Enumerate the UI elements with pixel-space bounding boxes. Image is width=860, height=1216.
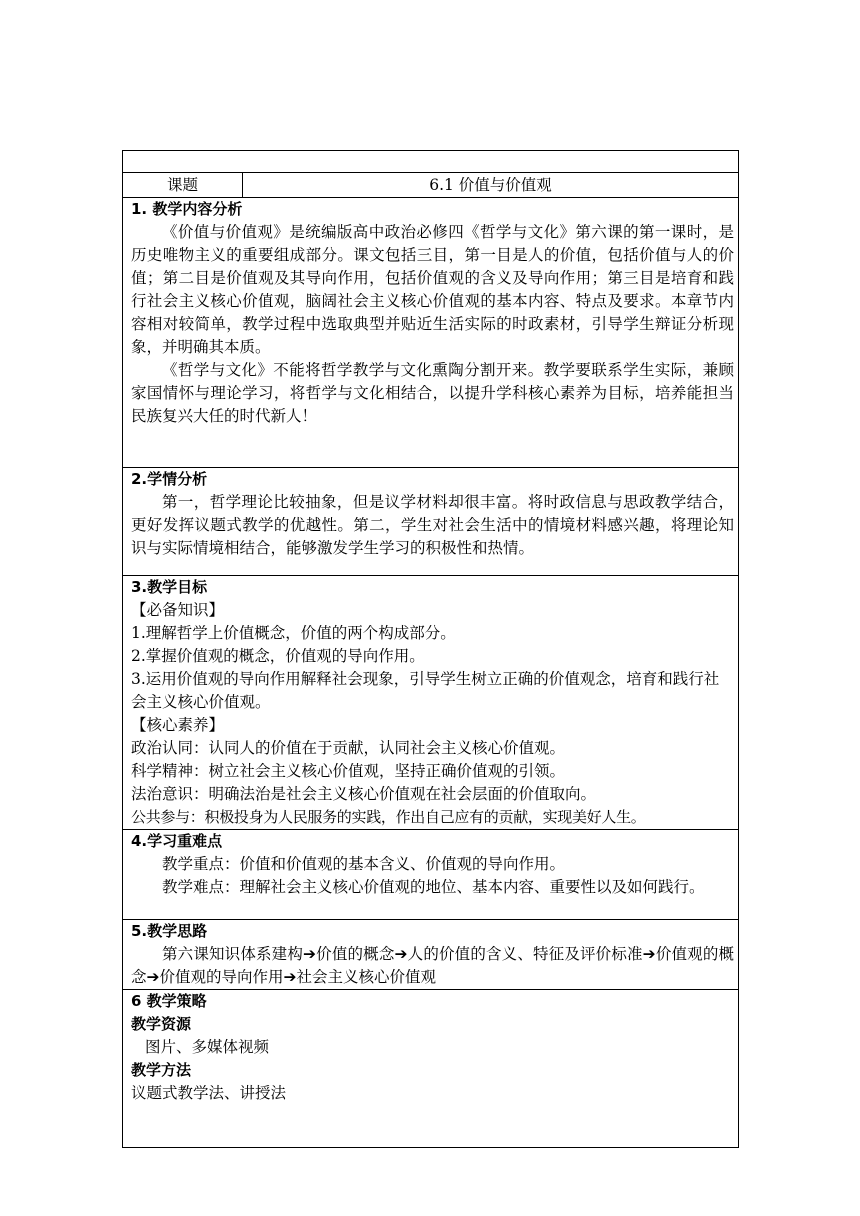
content-analysis-row	[123, 198, 739, 468]
objectives-cell	[123, 576, 739, 830]
lesson-label: 课题	[123, 173, 243, 198]
lesson-title-row	[123, 173, 739, 198]
knowledge-item-2: 2.掌握价值观的概念，价值观的导向作用。	[131, 647, 425, 665]
strategy-cell	[123, 990, 739, 1148]
content-analysis-heading: 1. 教学内容分析	[131, 200, 243, 218]
lesson-title: 6.1 价值与价值观	[243, 173, 739, 198]
table-header-blank-row	[123, 151, 739, 173]
teaching-difficulty: 教学难点：理解社会主义核心价值观的地位、基本内容、重要性以及如何践行。	[162, 878, 705, 896]
knowledge-label: 【必备知识】	[131, 601, 225, 619]
methods-label: 教学方法	[131, 1061, 192, 1079]
key-points-heading: 4.学习重难点	[131, 832, 223, 850]
content-analysis-cell	[123, 198, 739, 468]
literacy-item-3: 法治意识：明确法治是社会主义核心价值观在社会层面的价值取向。	[131, 785, 597, 803]
resources-text: 图片、多媒体视频	[145, 1038, 270, 1056]
learner-analysis-cell	[123, 468, 739, 576]
key-points-cell	[123, 830, 739, 920]
teaching-focus: 教学重点：价值和价值观的基本含义、价值观的导向作用。	[162, 855, 566, 873]
knowledge-item-3: 3.运用价值观的导向作用解释社会现象，引导学生树立正确的价值观念，培育和践行社会主义核心价值观。	[131, 670, 720, 711]
knowledge-item-1: 1.理解哲学上价值概念，价值的两个构成部分。	[131, 624, 456, 642]
teaching-idea-row	[123, 920, 739, 990]
literacy-item-1: 政治认同：认同人的价值在于贡献，认同社会主义核心价值观。	[131, 739, 566, 757]
strategy-row	[123, 990, 739, 1148]
literacy-item-4: 公共参与：积极投身为人民服务的实践，作出自己应有的贡献，实现美好人生。	[131, 808, 646, 826]
teaching-idea-cell	[123, 920, 739, 990]
objectives-row	[123, 576, 739, 830]
key-points-row	[123, 830, 739, 920]
teaching-idea-paragraph: 第六课知识体系建构➔价值的概念➔人的价值的含义、特征及评价标准➔价值观的概念➔价值观的导向作用➔社会主义核心价值观	[131, 945, 734, 986]
teaching-idea-heading: 5.教学思路	[131, 922, 208, 940]
strategy-heading: 6 教学策略	[131, 992, 207, 1010]
resources-label: 教学资源	[131, 1015, 192, 1033]
learner-analysis-heading: 2.学情分析	[131, 470, 208, 488]
lesson-plan-table	[122, 150, 739, 1148]
content-analysis-paragraph-1: 《价值与价值观》是统编版高中政治必修四《哲学与文化》第六课的第一课时，是历史唯物主义的重要组成部分。课文包括三目，第一目是人的价值，包括价值与人的价值；第二目是价值观及其导向作用，包括价值观的含义及导向作用；第三目是培育和践行社会主义核心价值观，脑阔社会主义核心价值观的基本内容、特点及要求。本章节内容相对较简单，教学过程中选取典型并贴近生活实际的时政素材，引导学生辩证分析现象，并明确其本质。	[131, 223, 734, 356]
learner-analysis-paragraph: 第一，哲学理论比较抽象，但是议学材料却很丰富。将时政信息与思政教学结合，更好发挥议题式教学的优越性。第二，学生对社会生活中的情境材料感兴趣，将理论知识与实际情境相结合，能够激发学生学习的积极性和热情。	[131, 493, 734, 557]
objectives-heading: 3.教学目标	[131, 578, 208, 596]
learner-analysis-row	[123, 468, 739, 576]
blank-cell	[123, 151, 739, 173]
literacy-label: 【核心素养】	[131, 716, 225, 734]
literacy-item-2: 科学精神：树立社会主义核心价值观，坚持正确价值观的引领。	[131, 762, 566, 780]
methods-text: 议题式教学法、讲授法	[131, 1084, 287, 1102]
content-analysis-paragraph-2: 《哲学与文化》不能将哲学教学与文化熏陶分割开来。教学要联系学生实际，兼顾家国情怀与理论学习，将哲学与文化相结合，以提升学科核心素养为目标，培养能担当民族复兴大任的时代新人！	[131, 361, 734, 425]
